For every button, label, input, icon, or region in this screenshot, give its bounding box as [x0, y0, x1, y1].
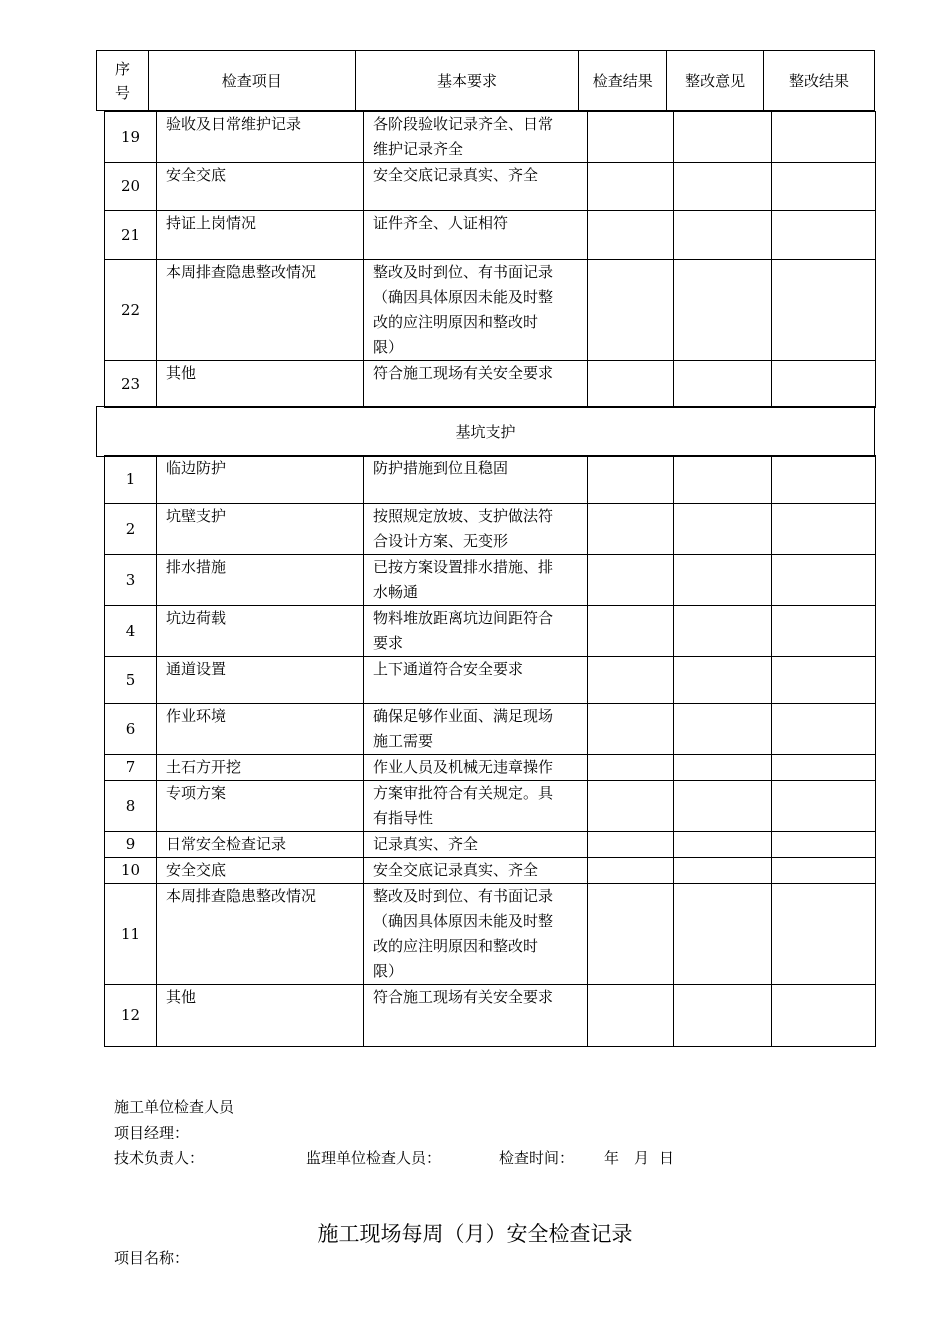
opinion-cell[interactable] [674, 755, 772, 781]
requirement-line: 上下通道符合安全要求 [373, 660, 524, 678]
footer-manager: 项目经理： [114, 1124, 190, 1142]
table-row [105, 456, 876, 504]
rectify-result-cell[interactable] [772, 163, 876, 211]
row-number: 7 [105, 755, 157, 781]
requirement-line: 改的应注明原因和整改时 [373, 937, 539, 955]
check-item: 持证上岗情况 [157, 211, 364, 260]
result-cell[interactable] [588, 606, 674, 657]
requirement-line: 记录真实、齐全 [373, 835, 479, 853]
requirement-line: 安全交底记录真实、齐全 [373, 861, 539, 879]
result-cell[interactable] [588, 704, 674, 755]
requirement-cell [364, 260, 588, 361]
table-row [105, 832, 876, 858]
requirement-cell [364, 884, 588, 985]
result-cell[interactable] [588, 755, 674, 781]
footer-inspectors: 施工单位检查人员 [114, 1098, 235, 1116]
inspection-table-top [104, 111, 876, 408]
check-item: 验收及日常维护记录 [157, 112, 364, 163]
opinion-cell[interactable] [674, 884, 772, 985]
footer-month: 月 [634, 1149, 650, 1167]
row-number: 10 [105, 858, 157, 884]
result-cell[interactable] [588, 832, 674, 858]
requirement-line: 符合施工现场有关安全要求 [373, 988, 554, 1006]
opinion-cell[interactable] [674, 504, 772, 555]
rectify-result-cell[interactable] [772, 361, 876, 408]
requirement-cell [364, 704, 588, 755]
result-cell[interactable] [588, 260, 674, 361]
header-opinion: 整改意见 [667, 51, 764, 111]
requirement-cell [364, 657, 588, 704]
table-row [105, 606, 876, 657]
result-cell[interactable] [588, 781, 674, 832]
footer-tech-lead: 技术负责人： [114, 1149, 205, 1167]
requirement-line: 确保足够作业面、满足现场 [373, 707, 554, 725]
rectify-result-cell[interactable] [772, 858, 876, 884]
row-number: 21 [105, 211, 157, 260]
header-no [97, 51, 149, 111]
requirement-line: 符合施工现场有关安全要求 [373, 364, 554, 382]
check-item: 安全交底 [157, 858, 364, 884]
row-number: 8 [105, 781, 157, 832]
opinion-cell[interactable] [674, 657, 772, 704]
header-requirement: 基本要求 [355, 51, 579, 111]
table-row [105, 657, 876, 704]
header-row [97, 51, 875, 111]
rectify-result-cell[interactable] [772, 211, 876, 260]
row-number: 22 [105, 260, 157, 361]
result-cell[interactable] [588, 555, 674, 606]
requirement-line: 整改及时到位、有书面记录 [373, 887, 554, 905]
table-row [105, 755, 876, 781]
rectify-result-cell[interactable] [772, 832, 876, 858]
project-name-label: 项目名称： [114, 1249, 190, 1267]
row-number: 4 [105, 606, 157, 657]
check-item: 作业环境 [157, 704, 364, 755]
opinion-cell[interactable] [674, 211, 772, 260]
opinion-cell[interactable] [674, 858, 772, 884]
row-number: 12 [105, 985, 157, 1047]
table-row [105, 985, 876, 1047]
opinion-cell[interactable] [674, 112, 772, 163]
check-item: 日常安全检查记录 [157, 832, 364, 858]
requirement-line: 各阶段验收记录齐全、日常 [373, 115, 554, 133]
requirement-cell [364, 163, 588, 211]
requirement-line: 整改及时到位、有书面记录 [373, 263, 554, 281]
row-number: 5 [105, 657, 157, 704]
check-item: 专项方案 [157, 781, 364, 832]
requirement-line: 合设计方案、无变形 [373, 532, 509, 550]
requirement-cell [364, 858, 588, 884]
table-row [105, 211, 876, 260]
requirement-cell [364, 361, 588, 408]
requirement-line: 防护措施到位且稳固 [373, 459, 509, 477]
requirement-line: 要求 [373, 634, 404, 652]
requirement-cell [364, 985, 588, 1047]
rectify-result-cell[interactable] [772, 657, 876, 704]
check-item: 通道设置 [157, 657, 364, 704]
requirement-cell [364, 211, 588, 260]
row-number: 23 [105, 361, 157, 408]
rectify-result-cell[interactable] [772, 704, 876, 755]
rectify-result-cell[interactable] [772, 755, 876, 781]
opinion-cell[interactable] [674, 985, 772, 1047]
row-number: 9 [105, 832, 157, 858]
requirement-line: 限） [373, 962, 404, 980]
header-item: 检查项目 [148, 51, 355, 111]
result-cell[interactable] [588, 112, 674, 163]
check-item: 坑壁支护 [157, 504, 364, 555]
requirement-cell [364, 456, 588, 504]
table-row [105, 163, 876, 211]
result-cell[interactable] [588, 361, 674, 408]
requirement-line: 水畅通 [373, 583, 419, 601]
table-row [105, 781, 876, 832]
opinion-cell[interactable] [674, 832, 772, 858]
opinion-cell[interactable] [674, 555, 772, 606]
row-number: 19 [105, 112, 157, 163]
requirement-line: 证件齐全、人证相符 [373, 214, 509, 232]
requirement-cell [364, 755, 588, 781]
opinion-cell[interactable] [674, 606, 772, 657]
requirement-line: 作业人员及机械无违章操作 [373, 758, 554, 776]
table-row [105, 884, 876, 985]
header-rectify-result: 整改结果 [764, 51, 875, 111]
opinion-cell[interactable] [674, 260, 772, 361]
check-item: 本周排查隐患整改情况 [157, 260, 364, 361]
requirement-cell [364, 112, 588, 163]
table-row [105, 260, 876, 361]
row-number: 3 [105, 555, 157, 606]
opinion-cell[interactable] [674, 704, 772, 755]
rectify-result-cell[interactable] [772, 456, 876, 504]
rectify-result-cell[interactable] [772, 260, 876, 361]
requirement-line: 改的应注明原因和整改时 [373, 313, 539, 331]
check-item: 坑边荷载 [157, 606, 364, 657]
requirement-line: 安全交底记录真实、齐全 [373, 166, 539, 184]
rectify-result-cell[interactable] [772, 985, 876, 1047]
requirement-line: 有指导性 [373, 809, 434, 827]
result-cell[interactable] [588, 163, 674, 211]
check-item: 其他 [157, 985, 364, 1047]
table-row [105, 704, 876, 755]
opinion-cell[interactable] [674, 163, 772, 211]
check-item: 排水措施 [157, 555, 364, 606]
table-row [105, 858, 876, 884]
check-item: 临边防护 [157, 456, 364, 504]
check-item: 土石方开挖 [157, 755, 364, 781]
header-table [96, 50, 875, 111]
result-cell[interactable] [588, 657, 674, 704]
table-row [105, 112, 876, 163]
requirement-line: 限） [373, 338, 404, 356]
opinion-cell[interactable] [674, 781, 772, 832]
requirement-line: 维护记录齐全 [373, 140, 464, 158]
table-row [105, 504, 876, 555]
requirement-line: （确因具体原因未能及时整 [373, 912, 554, 930]
rectify-result-cell[interactable] [772, 555, 876, 606]
table-row [105, 361, 876, 408]
footer-day: 日 [659, 1149, 675, 1167]
check-item: 本周排查隐患整改情况 [157, 884, 364, 985]
header-no-line2: 号 [114, 83, 130, 102]
result-cell[interactable] [588, 858, 674, 884]
row-number: 6 [105, 704, 157, 755]
rectify-result-cell[interactable] [772, 884, 876, 985]
rectify-result-cell[interactable] [772, 504, 876, 555]
row-number: 2 [105, 504, 157, 555]
document-title: 施工现场每周（月）安全检查记录 [317, 1222, 633, 1246]
requirement-line: （确因具体原因未能及时整 [373, 288, 554, 306]
rectify-result-cell[interactable] [772, 112, 876, 163]
result-cell[interactable] [588, 456, 674, 504]
row-number: 11 [105, 884, 157, 985]
result-cell[interactable] [588, 884, 674, 985]
row-number: 1 [105, 456, 157, 504]
header-no-line1: 序 [114, 59, 130, 78]
requirement-cell [364, 555, 588, 606]
result-cell[interactable] [588, 211, 674, 260]
table-row [105, 555, 876, 606]
footer-year: 年 [604, 1149, 620, 1167]
check-item: 安全交底 [157, 163, 364, 211]
requirement-line: 已按方案设置排水措施、排 [373, 558, 554, 576]
requirement-cell [364, 606, 588, 657]
requirement-cell [364, 504, 588, 555]
requirement-line: 施工需要 [373, 732, 434, 750]
requirement-cell [364, 781, 588, 832]
section-title: 基坑支护 [96, 406, 875, 457]
requirement-line: 按照规定放坡、支护做法符 [373, 507, 554, 525]
footer-time-label: 检查时间： [499, 1149, 575, 1167]
opinion-cell[interactable] [674, 456, 772, 504]
requirement-line: 物料堆放距离坑边间距符合 [373, 609, 554, 627]
row-number: 20 [105, 163, 157, 211]
header-result: 检查结果 [579, 51, 667, 111]
result-cell[interactable] [588, 504, 674, 555]
requirement-cell [364, 832, 588, 858]
inspection-table-bottom [104, 455, 876, 1047]
footer-supervisor: 监理单位检查人员： [306, 1149, 442, 1167]
check-item: 其他 [157, 361, 364, 408]
opinion-cell[interactable] [674, 361, 772, 408]
rectify-result-cell[interactable] [772, 781, 876, 832]
rectify-result-cell[interactable] [772, 606, 876, 657]
requirement-line: 方案审批符合有关规定。具 [373, 784, 554, 802]
result-cell[interactable] [588, 985, 674, 1047]
